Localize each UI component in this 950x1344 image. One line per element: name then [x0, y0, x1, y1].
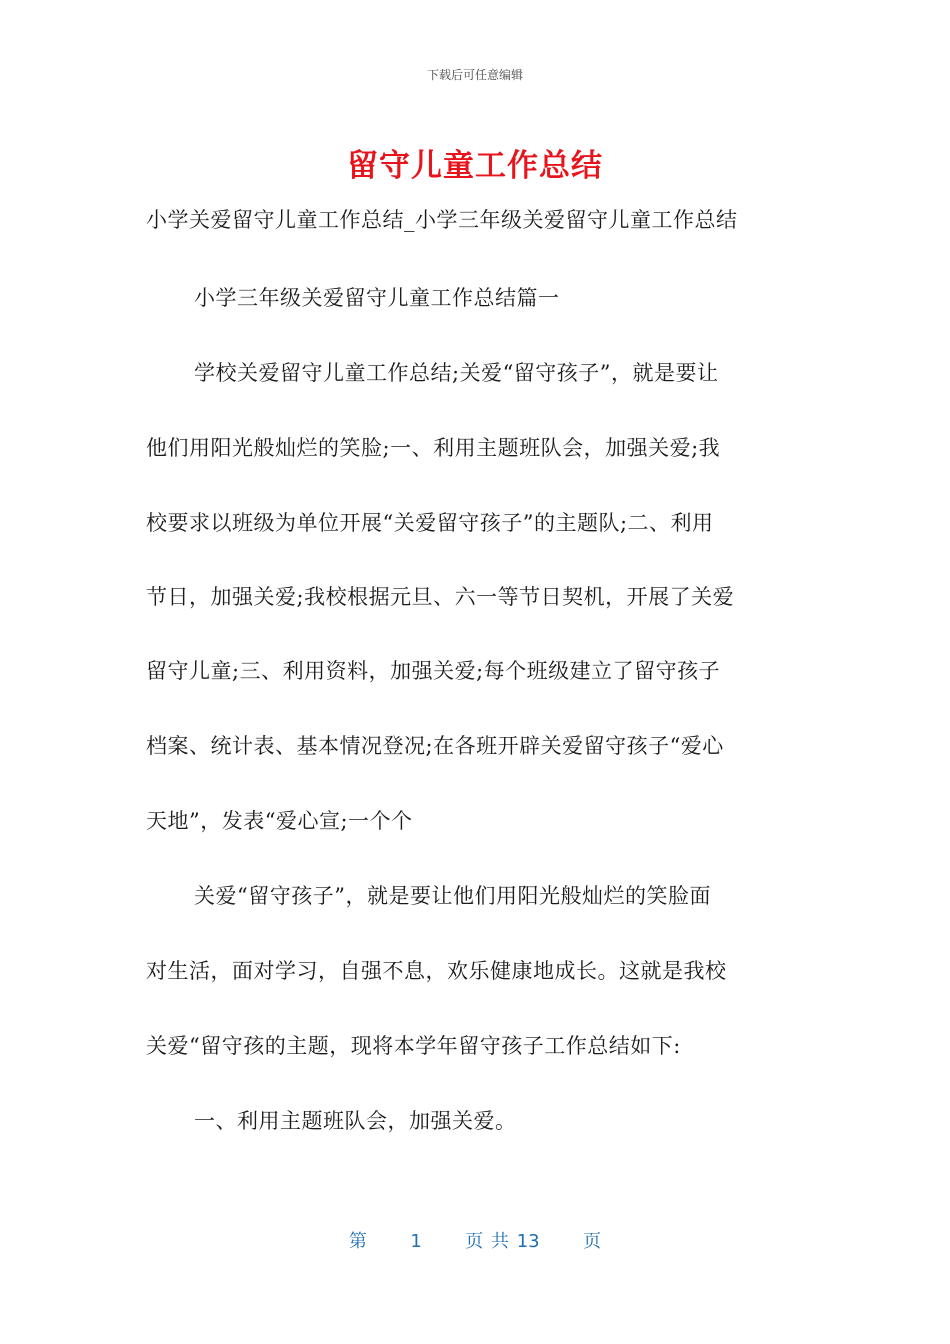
footer-label-end: 页 [583, 1231, 602, 1252]
paragraph-line: 关爱“留守孩子”，就是要让他们用阳光般灿烂的笑脸面 [194, 884, 711, 908]
numbered-heading: 一、利用主题班队会，加强关爱。 [194, 1109, 517, 1133]
paragraph-line: 对生活，面对学习，自强不息，欢乐健康地成长。这就是我校 [146, 959, 727, 983]
document-title: 留守儿童工作总结 [347, 148, 603, 184]
section-heading: 小学三年级关爱留守儿童工作总结篇一 [194, 286, 560, 310]
paragraph-line: 学校关爱留守儿童工作总结;关爱“留守孩子”，就是要让 [194, 361, 719, 385]
footer-current-page: 1 [410, 1231, 422, 1252]
footer-label-total: 页 共 [465, 1231, 509, 1252]
paragraph-line: 关爱“留守孩的主题，现将本学年留守孩子工作总结如下: [146, 1034, 681, 1058]
paragraph-line: 档案、统计表、基本情况登况;在各班开辟关爱留守孩子“爱心 [146, 734, 724, 758]
paragraph-line: 天地”，发表“爱心宣;一个个 [146, 809, 413, 833]
footer-total-pages: 13 [516, 1231, 540, 1252]
paragraph-line: 留守儿童;三、利用资料，加强关爱;每个班级建立了留守孩子 [146, 659, 721, 683]
page-header-note: 下载后可任意编辑 [426, 68, 523, 82]
page-footer [0, 1227, 950, 1253]
paragraph-line: 他们用阳光般灿烂的笑脸;一、利用主题班队会，加强关爱;我 [146, 436, 721, 460]
paragraph-line: 校要求以班级为单位开展“关爱留守孩子”的主题队;二、利用 [146, 511, 714, 535]
footer-label-page: 第 [348, 1231, 367, 1252]
subtitle-line: 小学关爱留守儿童工作总结_小学三年级关爱留守儿童工作总结 [146, 208, 738, 232]
paragraph-line: 节日，加强关爱;我校根据元旦、六一等节日契机，开展了关爱 [146, 585, 735, 609]
